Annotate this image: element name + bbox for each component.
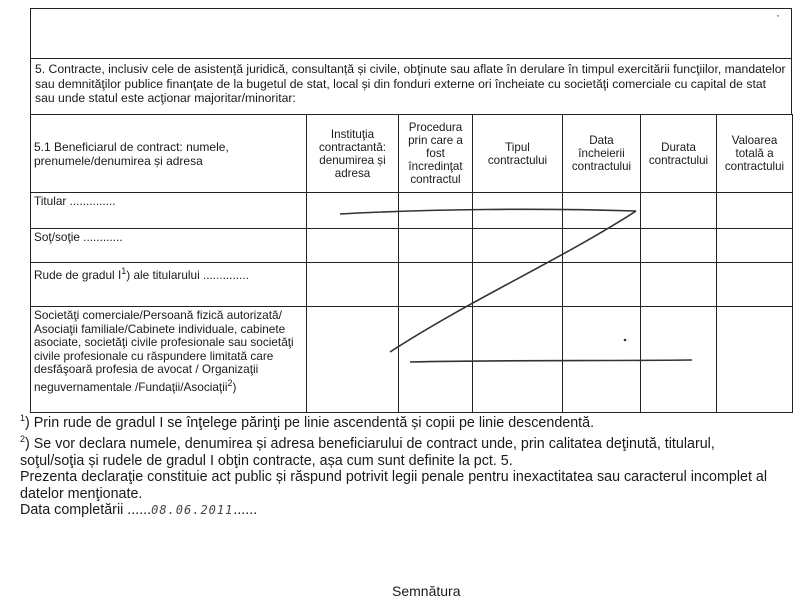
table-cell [307,193,399,229]
row-label-spouse: Soţ/soţie ............ [31,229,307,263]
header-procedure: Procedura prin care a fost încredinţat contractul [399,115,473,193]
section-5-heading [30,58,792,114]
header-value: Valoarea totală a contractului [717,115,793,193]
row-label-companies: Societăţi comerciale/Persoană fizică autorizată/ Asociaţii familiale/Cabinete individuale, cabinete asociate, societăţi civile profesionale sau societăţi civile profesionale cu răspundere limitată care desfăşoară profesia de avocat / Organizaţii neguvernamentale /Fundaţii/Asociaţii$^2$) [31,307,307,413]
table-cell [563,229,641,263]
table-cell [473,193,563,229]
table-row-titular [31,193,793,229]
section-heading-text: 5. Contracte, inclusiv cele de asistență juridică, consultanță și civile, obţinute sau aflate în derulare în timpul exercitării funcţiilor, mandatelor sau demnităţilor publice finanţate de la bugetul de stat, local și din fonduri externe ori încheiate cu societăţi comerciale cu capital de stat sau unde statul este acţionar majoritar/minoritar: [35,62,786,105]
table-cell [399,307,473,413]
row-label-relatives: Rude de gradul $I^1$) ale titularului .............. [31,263,307,307]
table-cell [717,263,793,307]
header-institution: Instituţia contractantă: denumirea și adresa [307,115,399,193]
row-label-titular: Titular .............. [31,193,307,229]
table-cell [717,193,793,229]
header-type: Tipul contractului [473,115,563,193]
table-cell [473,263,563,307]
table-cell [641,263,717,307]
table-cell [399,263,473,307]
footnote-2: $^2$) Se vor declara numele, denumirea și adresa beneficiarului de contract unde, prin calitatea deţinută, titularul, soţul/soţia și rudele de gradul I obţin contracte, așa cum sunt definite la pct. 5. [20,434,715,469]
previous-section-box [30,8,792,58]
table-cell [641,193,717,229]
table-row-companies [31,307,793,413]
table-cell [563,263,641,307]
header-duration: Durata contractului [641,115,717,193]
table-header-row [31,115,793,193]
table-cell [473,307,563,413]
signature-label: Semnătura [392,583,461,599]
footnotes [20,410,780,519]
public-act-statement: Prezenta declaraţie constituie act public și răspund potrivit legii penale pentru inexactitatea sau caracterul incomplet al datelor menţionate. [20,469,768,502]
contracts-table [30,114,793,413]
table-cell [563,307,641,413]
header-date: Data încheierii contractului [563,115,641,193]
table-cell [399,193,473,229]
table-cell [307,263,399,307]
footnote-1: $^1$) Prin rude de gradul I se înţelege părinţi pe linie ascendentă și copii pe linie descendentă. [20,413,595,431]
table-row-relatives [31,263,793,307]
header-beneficiary: 5.1 Beneficiarul de contract: numele, prenumele/denumirea și adresa [31,115,307,193]
table-row-spouse [31,229,793,263]
corner-mark: · [776,8,780,22]
table-cell [473,229,563,263]
date-label: Data completării ...... [20,502,152,519]
table-cell [563,193,641,229]
table-cell [641,307,717,413]
table-cell [641,229,717,263]
table-cell [717,229,793,263]
table-cell [399,229,473,263]
date-trailing-dots: ...... [233,502,258,519]
date-handwritten-value: 08.06.2011 [151,503,234,518]
table-cell [307,229,399,263]
table-cell [307,307,399,413]
completion-date-line [20,502,780,519]
table-cell [717,307,793,413]
